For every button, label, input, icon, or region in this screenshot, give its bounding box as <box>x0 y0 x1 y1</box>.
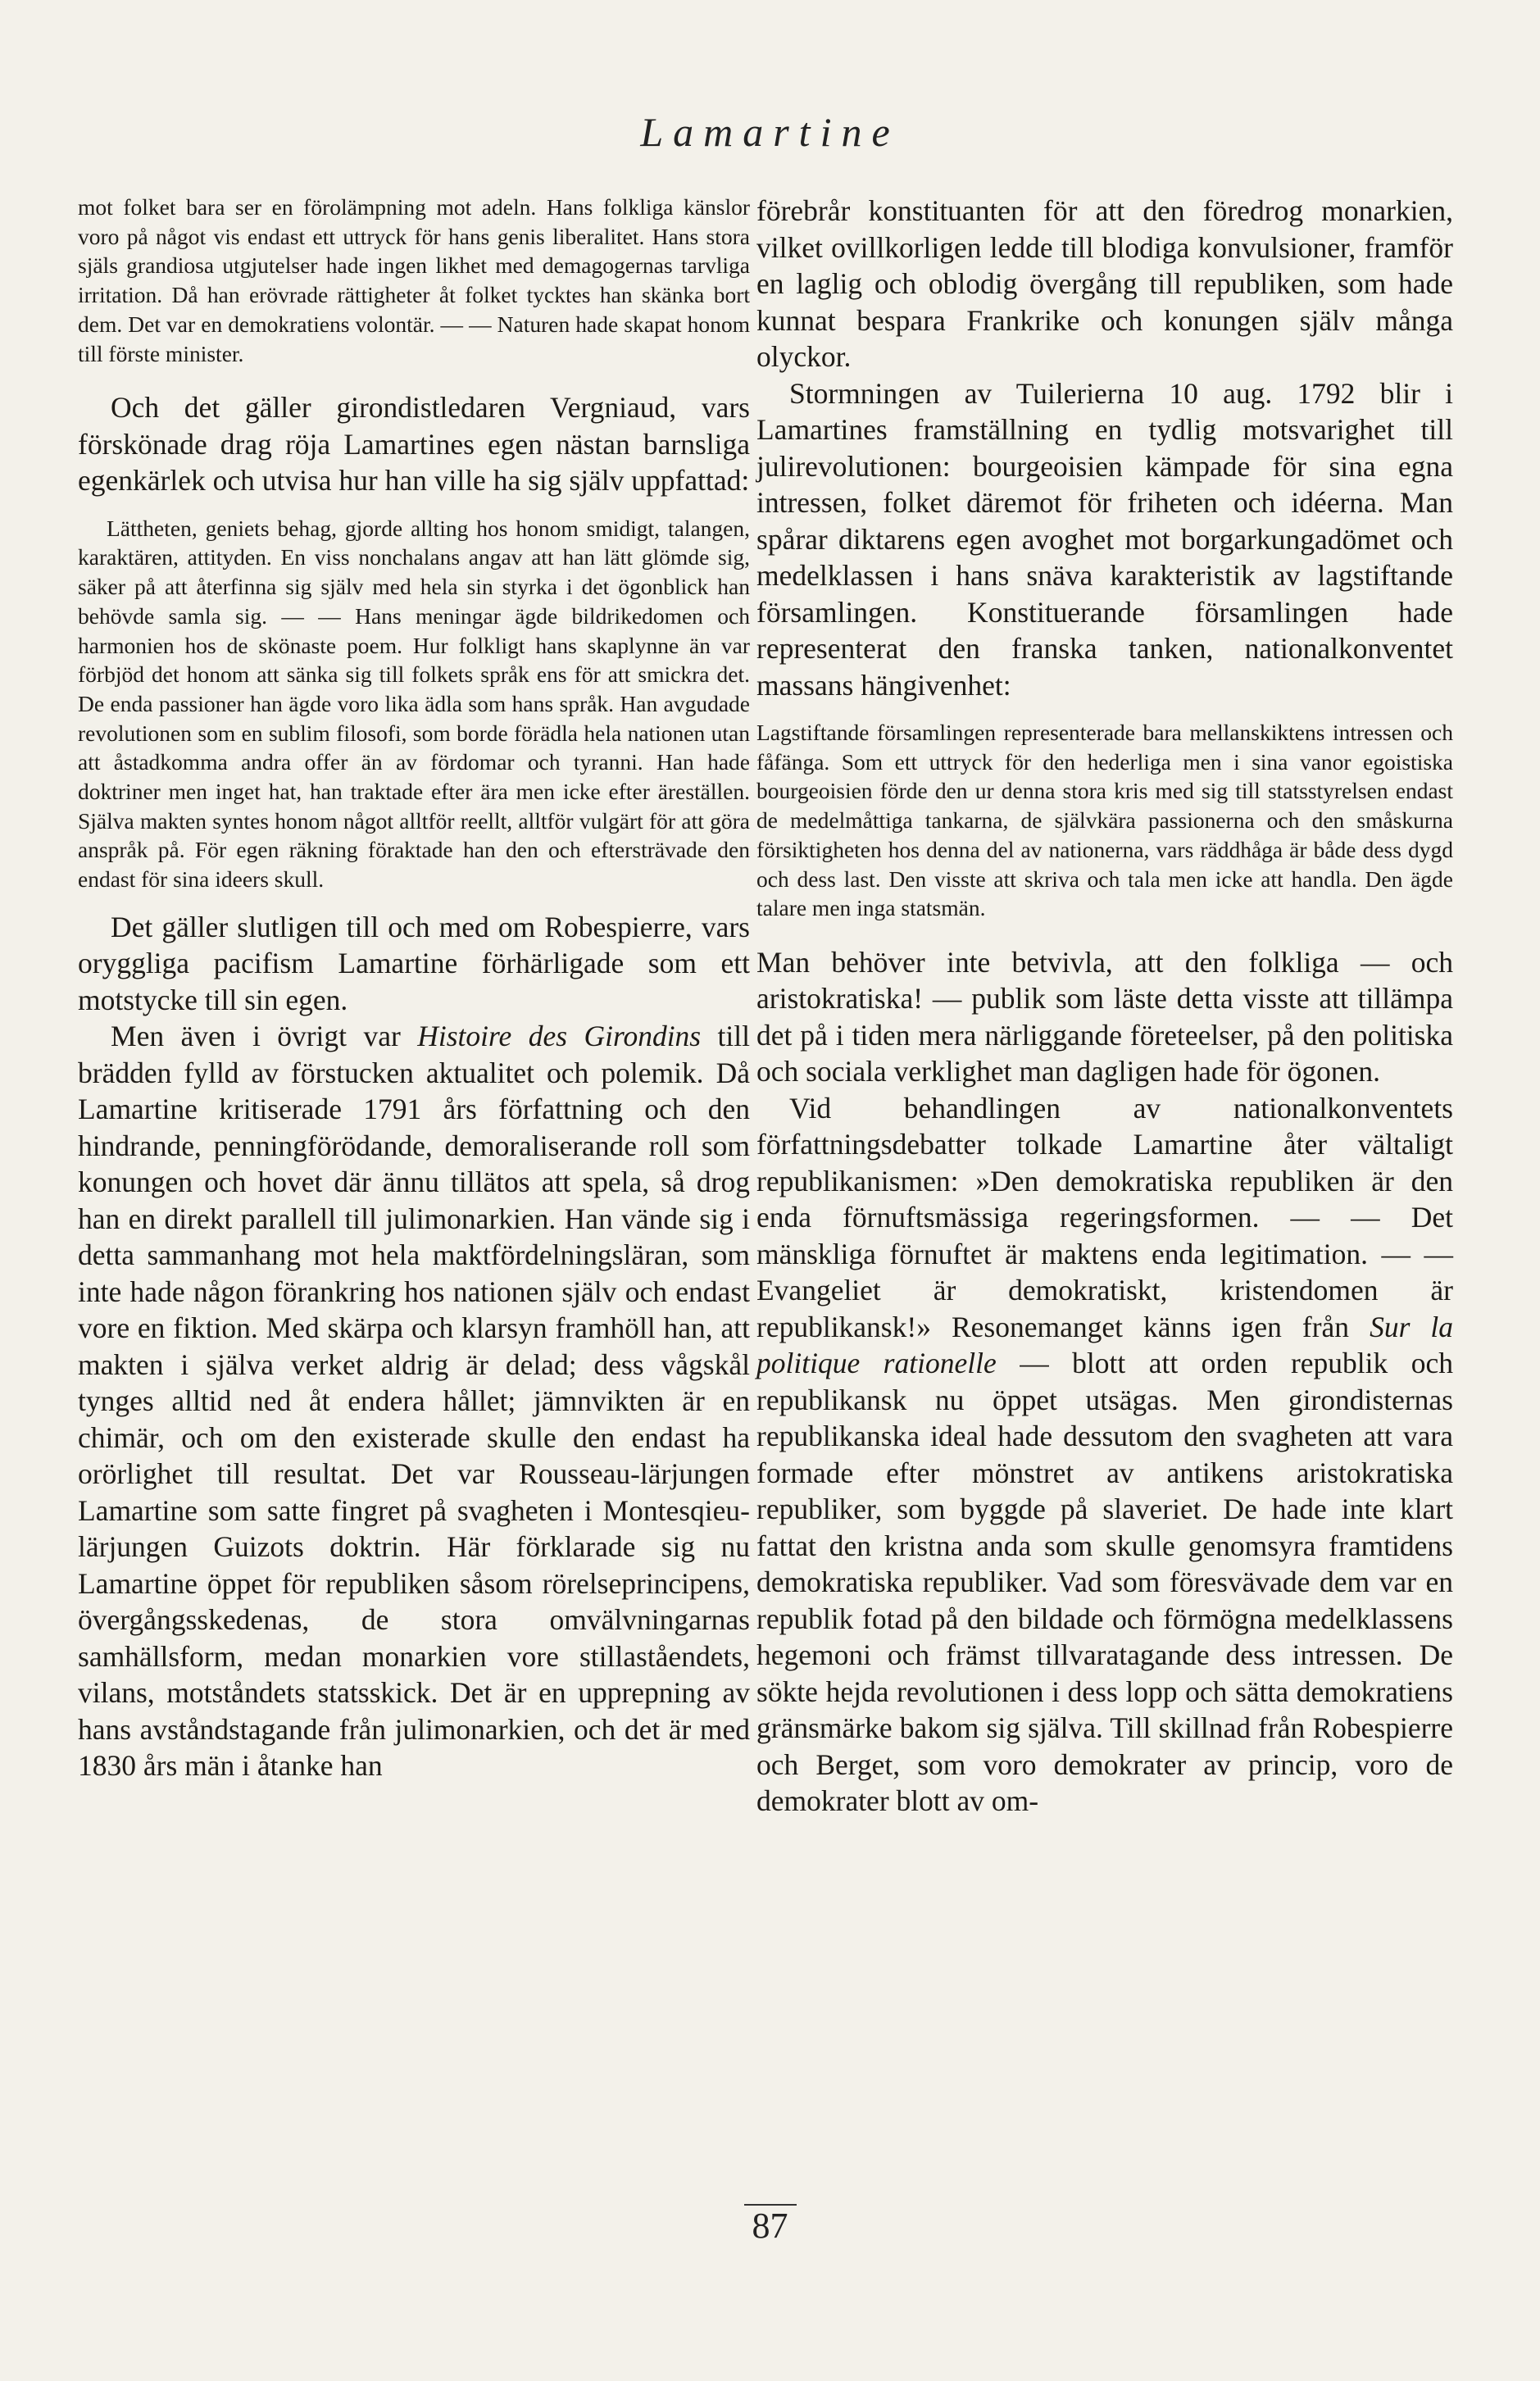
text-run: Vid behandlingen av nationalkonventets författningsdebatter tolkade Lamartine åter vältaligt republikanismen: »Den demokratiska republiken är den enda förnuftsmässiga regeringsformen. — — Det mänskliga förnuftet är maktens enda legitimation. — — Evangeliet är demokratiskt, kristendomen är republikansk!» Resonemanget känns igen från <box>756 1091 1453 1343</box>
paragraph: förebrår konstituanten för att den föredrog monarkien, vilket ovillkorligen ledde till blodiga konvulsioner, framför en laglig och oblodig övergång till republiken, som hade kunnat bespara Frankrike och konungen själv många olyckor. <box>756 194 1453 373</box>
book-title: Histoire des Girondins <box>417 1020 702 1053</box>
paragraph: Man behöver inte betvivla, att den folkliga — och aristokratiska! — publik som läste detta visste att tillämpa det på i tiden mera närliggande företeelser, på den politiska och sociala verklighet man dagligen hade för ögonen. <box>756 945 1453 1088</box>
left-column <box>78 193 750 1784</box>
text-run: Men även i övrigt var <box>111 1020 418 1053</box>
paragraph: Stormningen av Tuilerierna 10 aug. 1792 blir i Lamartines framställning en tydlig motsvarighet till julirevolutionen: bourgeoisien kämpade för sina egna intressen, folket däremot för friheten och idéerna. Man spårar diktarens egen avoghet mot borgarkungadömet och medelklassen i hans snäva karakteristik av lagstiftande församlingen. Konstituerande församlingen hade representerat den franska tanken, nationalkonventet massans hängivenhet: <box>756 376 1453 702</box>
book-title: Sur la politique rationelle <box>756 1310 1453 1380</box>
running-title: Lamartine <box>640 109 900 155</box>
paragraph <box>756 1090 1453 1820</box>
right-column <box>756 193 1453 1820</box>
text-run: — blott att orden republik och republikansk nu öppet utsägas. Men girondisternas republikanska ideal hade dessutom den svagheten att vara formade efter mönstret av antikens aristokratiska republiker, som byggde på slaveriet. De hade inte klart fattat den kristna anda som skulle genomsyra framtidens demokratiska republiker. Vad som föresvävade dem var en republik fotad på den bildade och förmögna medelklassens hegemoni och främst tillvaratagande dess intressen. De sökte hejda revolutionen i dess lopp och sätta demokratiens gränsmärke bakom sig själva. Till skillnad från Robespierre och Berget, som voro demokrater av princip, voro de demokrater blott av om- <box>756 1347 1453 1818</box>
quote-block: Lagstiftande församlingen representerade bara mellanskiktens intressen och fåfänga. Som ett uttryck för den hederliga men i sina vanor egoistiska bourgeoisien förde den ur denna stora kris med sig till statsstyrelsen endast de medelmåttiga tankarna, de självkära passionerna och den småskurna försiktigheten hos denna del av nationerna, vars räddhåga är både dess dygd och dess last. Den visste att skriva och tala men icke att handla. Den ägde talare men inga statsmän. <box>756 720 1453 921</box>
quote-block: Lättheten, geniets behag, gjorde allting hos honom smidigt, talangen, karaktären, attityden. En viss nonchalans angav att han lätt glömde sig, säker på att återfinna sig själv med hela sin styrka i det ögonblick han behövde samla sig. — — Hans meningar ägde bildrikedomen och harmonien hos de skönaste poem. Hur folkligt hans skaplynne än var förbjöd det honom att sänka sig till folkets språk ens för att smickra det. De enda passioner han ägde voro lika ädla som hans språk. Han avgudade revolutionen som en sublim filosofi, som borde förädla hela nationen utan att åstadkomma andra offer än av fördomar och tyranni. Han hade doktriner men inget hat, han traktade efter ära men icke efter äreställen. Själva makten syntes honom något alltför reellt, alltför vulgärt för att göra anspråk på. För egen räkning föraktade han den och eftersträvade den endast för sina ideers skull. <box>78 515 750 893</box>
paragraph: Och det gäller girondistledaren Vergniaud, vars förskönade drag röja Lamartines egen nästan barnsliga egenkärlek och utvisa hur han ville ha sig själv uppfattad: <box>78 391 750 498</box>
paragraph: Det gäller slutligen till och med om Robespierre, vars oryggliga pacifism Lamartine förhärligade som ett motstycke till sin egen. <box>78 910 750 1016</box>
quote-block: mot folket bara ser en förolämpning mot adeln. Hans folkliga känslor voro på något vis endast ett uttryck för hans genis liberalitet. Hans stora själs grandiosa utgjutelser hade ingen likhet med demagogernas tarvliga irritation. Då han erövrade rättigheter åt folket tycktes han skänka bort dem. Det var en demokratiens volontär. — — Naturen hade skapat honom till förste minister. <box>78 194 750 366</box>
paragraph <box>78 1018 750 1784</box>
page-number <box>0 2205 1540 2247</box>
page-number-text: 87 <box>744 2204 797 2246</box>
text-run: till brädden fylld av förstucken aktualitet och polemik. Då Lamartine kritiserade 1791 års författning och den hindrande, penningförödande, demoraliserande roll som konungen och hovet där ännu tillätos att spela, så drog han en direkt parallell till julimonarkien. Han vände sig i detta sammanhang mot hela maktfördelningsläran, som inte hade någon förankring hos nationen själv och endast vore en fiktion. Med skärpa och klarsyn framhöll han, att makten i själva verket aldrig är delad; dess vågskål tynges alltid ned åt endera hållet; jämnvikten är en chimär, och om den existerade skulle den endast ha orörlighet till resultat. Det var Rousseau-lärjungen Lamartine som satte fingret på svagheten i Montesqieu-lärjungen Guizots doktrin. Här förklarade sig nu Lamartine öppet för republiken såsom rörelseprincipens, övergångsskedenas, de stora omvälvningarnas samhällsform, medan monarkien vore stillaståendets, vilans, motståndets statsskick. Det är en upprepning av hans avståndstagande från julimonarkien, och det är med 1830 års män i åtanke han <box>78 1020 751 1783</box>
